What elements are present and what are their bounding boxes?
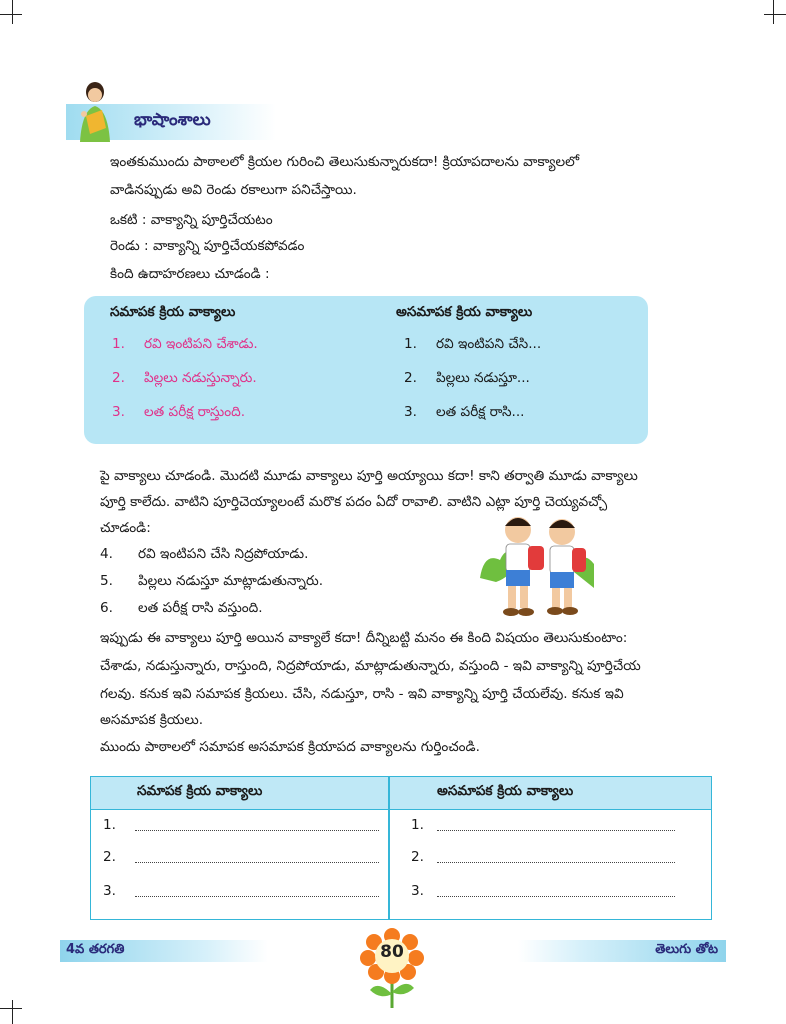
children-walking-illustration bbox=[478, 508, 596, 620]
example-text: రవి ఇంటిపని చేశాడు. bbox=[144, 336, 258, 352]
dotted-line bbox=[135, 852, 379, 863]
finite-example bbox=[112, 404, 245, 423]
dotted-line bbox=[135, 820, 379, 831]
explanation-line-2: పూర్తి కాలేదు. వాటిని పూర్తిచెయ్యాలంటే మరొక పదం ఏదో రావాలి. వాటిని ఎట్లా పూర్తి చెయ్యవచ్చో bbox=[100, 494, 608, 510]
definition-complete: ఒకటి : వాక్యాన్ని పూర్తిచేయటం bbox=[110, 212, 273, 228]
exercise-table bbox=[90, 776, 712, 920]
intro-line-2: వాడినప్పుడు అవి రెండు రకాలుగా పనిచేస్తాయి. bbox=[110, 182, 357, 198]
crop-mark bbox=[0, 1008, 22, 1009]
nonfinite-example bbox=[404, 404, 525, 423]
finite-column-header: సమాపక క్రియ వాక్యాలు bbox=[137, 783, 263, 799]
conclusion-line-2: చేశాడు, నడుస్తున్నారు, రాస్తుంది, నిద్రపోయాడు, మాట్లాడుతున్నారు, వస్తుంది - ఇవి వాక్యాన్ని పూర్తిచేయ bbox=[100, 658, 641, 674]
answer-blank[interactable] bbox=[411, 849, 675, 865]
sentence-text: పిల్లలు నడుస్తూ మాట్లాడుతున్నారు. bbox=[138, 573, 324, 589]
example-text: లత పరీక్ష రాస్తుంది. bbox=[144, 404, 246, 420]
dotted-line bbox=[437, 820, 675, 831]
conclusion-line-1: ఇప్పుడు ఈ వాక్యాలు పూర్తి అయిన వాక్యాలే కదా! దీన్నిబట్టి మనం ఈ కింది విషయం తెలుసుకుంటాం: bbox=[100, 630, 628, 646]
finite-example bbox=[112, 370, 257, 389]
blank-number: 2. bbox=[103, 849, 116, 865]
sentence-number: 6. bbox=[100, 600, 113, 616]
answer-blank[interactable] bbox=[103, 883, 379, 899]
nonfinite-example bbox=[404, 336, 541, 355]
footer-book-band bbox=[518, 940, 726, 962]
finite-example bbox=[112, 336, 258, 355]
example-text: రవి ఇంటిపని చేసి... bbox=[436, 336, 542, 352]
footer-book-title: తెలుగు తోట bbox=[655, 942, 718, 957]
answer-blank[interactable] bbox=[103, 817, 379, 833]
completed-sentence bbox=[100, 544, 308, 564]
sentence-text: రవి ఇంటిపని చేసి నిద్రపోయాడు. bbox=[138, 546, 309, 562]
crop-mark bbox=[12, 1000, 13, 1024]
example-number: 3. bbox=[112, 404, 125, 420]
example-number: 1. bbox=[404, 336, 417, 352]
sentence-text: లత పరీక్ష రాసి వస్తుంది. bbox=[138, 600, 263, 616]
examples-box bbox=[84, 296, 648, 444]
example-number: 2. bbox=[112, 370, 125, 386]
explanation-line-1: పై వాక్యాలు చూడండి. మొదటి మూడు వాక్యాలు పూర్తి అయ్యాయి కదా! కాని తర్వాతి మూడు వాక్యాలు bbox=[100, 468, 638, 484]
completed-sentence bbox=[100, 598, 263, 618]
example-text: పిల్లలు నడుస్తున్నారు. bbox=[144, 370, 257, 386]
column-divider bbox=[388, 777, 390, 919]
blank-number: 3. bbox=[411, 883, 424, 899]
crop-mark bbox=[0, 14, 22, 15]
example-number: 1. bbox=[112, 336, 125, 352]
footer-grade-band bbox=[60, 940, 268, 962]
crop-mark bbox=[764, 14, 786, 15]
conclusion-line-4: అసమాపక క్రియలు. bbox=[100, 712, 204, 728]
example-text: లత పరీక్ష రాసి... bbox=[436, 404, 525, 420]
intro-line-1: ఇంతకుముందు పాఠాలలో క్రియల గురించి తెలుసుకున్నారుకదా! క్రియాపదాలను వాక్యాలలో bbox=[110, 154, 580, 170]
explanation-line-3: చూడండి: bbox=[100, 520, 151, 536]
crop-mark bbox=[773, 0, 774, 24]
blank-number: 1. bbox=[411, 817, 424, 833]
nonfinite-example bbox=[404, 370, 530, 389]
sentence-number: 5. bbox=[100, 573, 113, 589]
example-text: పిల్లలు నడుస్తూ... bbox=[436, 370, 530, 386]
answer-blank[interactable] bbox=[103, 849, 379, 865]
dotted-line bbox=[437, 886, 675, 897]
definition-incomplete: రెండు : వాక్యాన్ని పూర్తిచేయకపోవడం bbox=[110, 238, 305, 254]
dotted-line bbox=[135, 886, 379, 897]
example-number: 2. bbox=[404, 370, 417, 386]
section-title: భాషాంశాలు bbox=[134, 110, 211, 130]
page-number: 80 bbox=[380, 942, 404, 962]
example-number: 3. bbox=[404, 404, 417, 420]
crop-mark bbox=[12, 0, 13, 24]
blank-number: 1. bbox=[103, 817, 116, 833]
conclusion-line-3: గలవు. కనుక ఇవి సమాపక క్రియలు. చేసి, నడుస్తూ, రాసి - ఇవి వాక్యాన్ని పూర్తి చేయలేవు. కనుక ఇవి bbox=[100, 686, 624, 702]
footer-grade: 4వ తరగతి bbox=[66, 942, 125, 957]
teacher-illustration bbox=[72, 80, 118, 142]
nonfinite-column-header: అసమాపక క్రియ వాక్యాలు bbox=[437, 783, 574, 799]
nonfinite-verbs-header: అసమాపక క్రియ వాక్యాలు bbox=[396, 304, 533, 320]
completed-sentence bbox=[100, 571, 323, 591]
finite-verbs-header: సమాపక క్రియ వాక్యాలు bbox=[110, 304, 236, 320]
sentence-number: 4. bbox=[100, 546, 113, 562]
flower-page-badge-icon bbox=[360, 928, 424, 1012]
examples-prompt: కింది ఉదాహరణలు చూడండి : bbox=[110, 266, 270, 282]
answer-blank[interactable] bbox=[411, 883, 675, 899]
exercise-instruction: ముందు పాఠాలలో సమాపక అసమాపక క్రియాపద వాక్యాలను గుర్తించండి. bbox=[100, 739, 480, 755]
dotted-line bbox=[437, 852, 675, 863]
blank-number: 2. bbox=[411, 849, 424, 865]
answer-blank[interactable] bbox=[411, 817, 675, 833]
blank-number: 3. bbox=[103, 883, 116, 899]
